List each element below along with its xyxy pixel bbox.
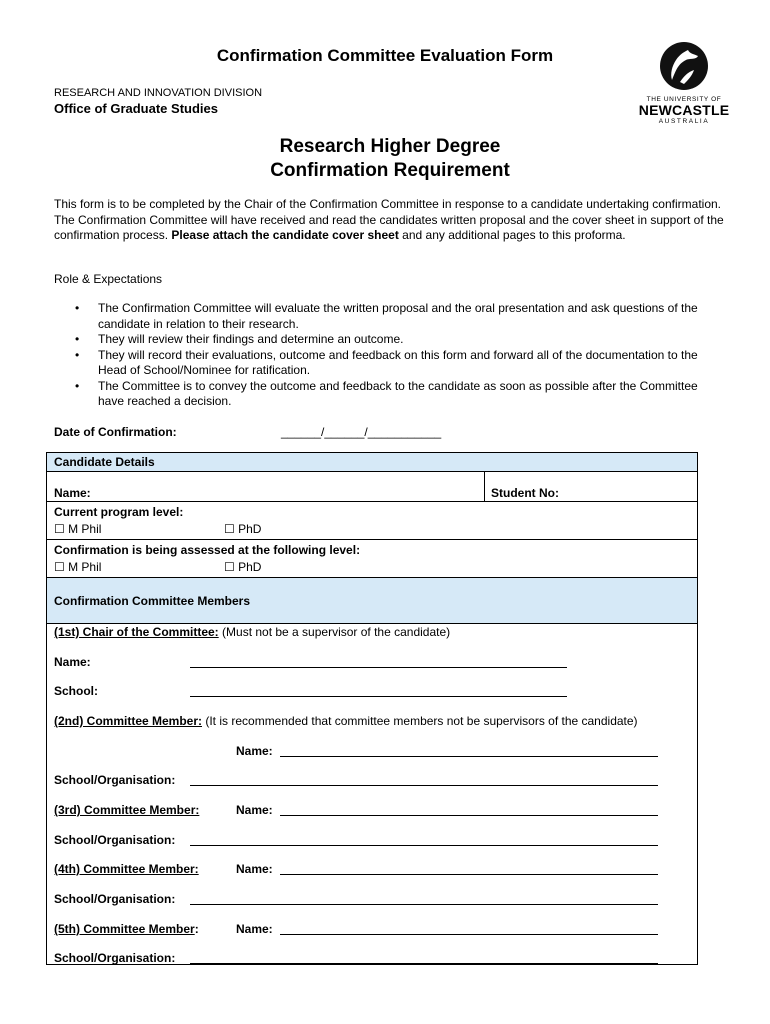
program-phd-checkbox[interactable]: ☐ PhD bbox=[224, 522, 262, 536]
member3-name-label: Name: bbox=[236, 803, 273, 817]
divider bbox=[484, 472, 485, 501]
program-level-label: Current program level: bbox=[54, 505, 184, 519]
assessed-level-label: Confirmation is being assessed at the following level: bbox=[54, 543, 361, 557]
chair-heading bbox=[54, 625, 450, 639]
member3-school-field[interactable] bbox=[190, 845, 658, 846]
logo-line3: AUSTRALIA bbox=[658, 118, 710, 125]
member4-school-label: School/Organisation: bbox=[54, 892, 176, 906]
division-name: RESEARCH AND INNOVATION DIVISION bbox=[54, 87, 263, 99]
heading-line1: Research Higher Degree bbox=[279, 136, 501, 157]
member5-school-field[interactable] bbox=[190, 963, 658, 964]
intro-text-1: This form is to be completed by the Chair of the Confirmation Committee in response to a candidate undertaking confirmation. The Confirmation Committee will have received and read the candidates written proposal and the cover sheet in support of the confirmation process. bbox=[54, 197, 724, 242]
member4-name-label: Name: bbox=[236, 862, 273, 876]
assessed-mphil-checkbox[interactable]: ☐ M Phil bbox=[54, 560, 102, 574]
program-level-row bbox=[47, 502, 697, 540]
member5-name-label: Name: bbox=[236, 922, 273, 936]
member5-name-field[interactable] bbox=[280, 934, 658, 935]
member4-name-field[interactable] bbox=[280, 874, 658, 875]
bullet-icon: • bbox=[75, 347, 80, 362]
chair-name-label: Name: bbox=[54, 655, 91, 669]
candidate-details-header bbox=[47, 453, 697, 472]
bullet-text: The Confirmation Committee will evaluate the written proposal and the oral presentation and ask questions of the candidate in relation to their research. bbox=[98, 301, 698, 331]
date-of-confirmation-label: Date of Confirmation: bbox=[54, 425, 177, 439]
logo-line1: THE UNIVERSITY OF bbox=[646, 96, 722, 103]
bullet-text: They will review their findings and determine an outcome. bbox=[98, 332, 404, 346]
assessed-phd-checkbox[interactable]: ☐ PhD bbox=[224, 560, 262, 574]
bullet-icon: • bbox=[75, 301, 80, 315]
member3-name-field[interactable] bbox=[280, 815, 658, 816]
member2-heading bbox=[54, 714, 638, 728]
heading-line2: Confirmation Requirement bbox=[270, 160, 510, 181]
list-item bbox=[54, 301, 714, 332]
assessed-level-row bbox=[47, 540, 697, 578]
member5-label: (5th) Committee Member bbox=[54, 922, 195, 936]
bullet-text: The Committee is to convey the outcome and feedback to the candidate as soon as possible after the Committee have reached a decision. bbox=[98, 378, 698, 408]
logo-line2: NEWCASTLE bbox=[638, 102, 730, 118]
member2-school-field[interactable] bbox=[190, 785, 658, 786]
name-row bbox=[47, 472, 697, 502]
intro-paragraph bbox=[54, 197, 734, 244]
member4-school-field[interactable] bbox=[190, 904, 658, 905]
role-heading: Role & Expectations bbox=[54, 272, 163, 286]
office-name: Office of Graduate Studies bbox=[54, 101, 218, 116]
member3-school-label: School/Organisation: bbox=[54, 833, 176, 847]
chair-label: (1st) Chair of the Committee: bbox=[54, 625, 219, 639]
member5-heading: (5th) Committee Member: bbox=[54, 922, 199, 936]
bullet-icon: • bbox=[75, 332, 80, 346]
member2-label: (2nd) Committee Member: bbox=[54, 714, 203, 728]
chair-school-label: School: bbox=[54, 684, 98, 698]
date-of-confirmation-field[interactable]: ______/______/___________ bbox=[281, 425, 442, 439]
expectations-list bbox=[54, 301, 714, 410]
committee-members-title: Confirmation Committee Members bbox=[54, 594, 251, 608]
program-mphil-checkbox[interactable]: ☐ M Phil bbox=[54, 522, 102, 536]
list-item bbox=[54, 348, 714, 379]
chair-school-field[interactable] bbox=[190, 696, 567, 697]
university-logo bbox=[638, 40, 730, 125]
member5-school-label: School/Organisation: bbox=[54, 951, 176, 965]
candidate-name-label: Name: bbox=[54, 486, 91, 500]
member4-label: (4th) Committee Member: bbox=[54, 862, 199, 876]
student-no-label: Student No: bbox=[491, 486, 559, 500]
member2-name-label: Name: bbox=[236, 744, 273, 758]
member2-school-label: School/Organisation: bbox=[54, 773, 176, 787]
member3-label: (3rd) Committee Member: bbox=[54, 803, 200, 817]
candidate-details-table bbox=[46, 452, 698, 965]
member2-note: (It is recommended that committee members not be supervisors of the candidate) bbox=[202, 714, 638, 728]
list-item bbox=[54, 332, 714, 348]
form-title: Confirmation Committee Evaluation Form bbox=[216, 46, 554, 65]
chair-note: (Must not be a supervisor of the candidate) bbox=[218, 625, 451, 639]
candidate-details-title: Candidate Details bbox=[54, 455, 155, 469]
member2-name-field[interactable] bbox=[280, 756, 658, 757]
chair-name-field[interactable] bbox=[190, 667, 567, 668]
list-item bbox=[54, 379, 714, 410]
intro-bold-text: Please attach the candidate cover sheet bbox=[171, 228, 399, 242]
bullet-icon: • bbox=[75, 378, 80, 393]
bullet-text: They will record their evaluations, outcome and feedback on this form and forward all of the documentation to the Head of School/Nominee for ratification. bbox=[98, 347, 698, 377]
intro-text-2: and any additional pages to this proforma. bbox=[398, 228, 626, 242]
committee-members-header bbox=[47, 578, 697, 624]
seahorse-logo-icon bbox=[658, 40, 710, 92]
